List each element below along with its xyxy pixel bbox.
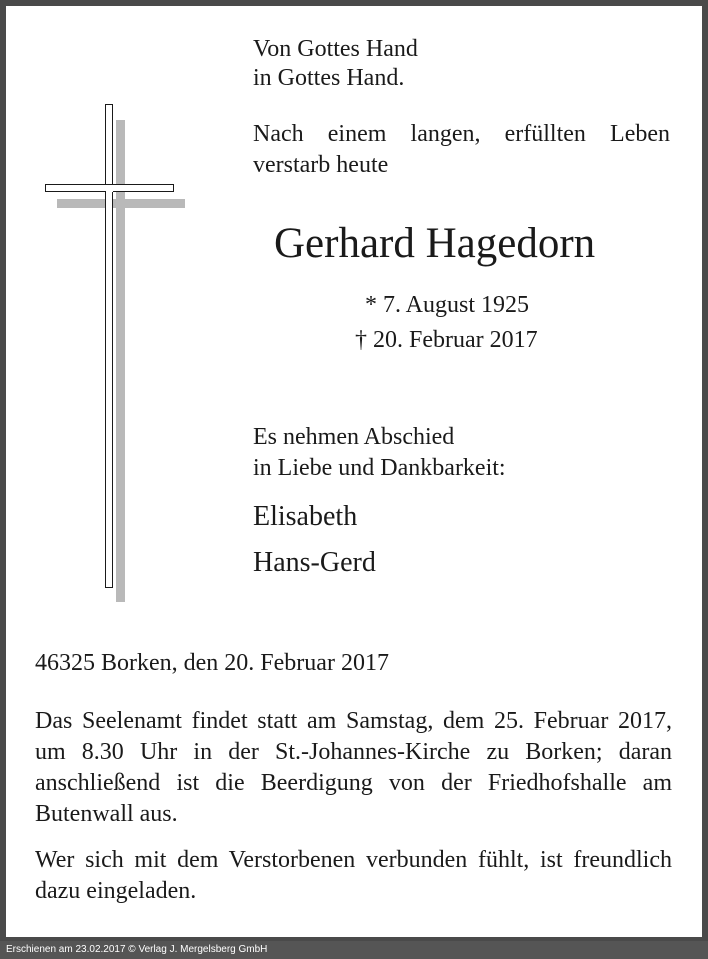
motto-line-2: in Gottes Hand. [253,65,405,91]
cross-shadow-vertical [116,120,125,602]
mourner-1: Elisabeth [253,501,358,532]
mourner-2: Hans-Gerd [253,547,376,578]
cross-center [106,185,113,192]
cross-shadow-horizontal [57,199,185,208]
intro-line-2: verstarb heute [253,152,389,178]
cross-vertical-beam [105,104,113,588]
publication-footer: Erschienen am 23.02.2017 © Verlag J. Mergelsberg GmbH [0,941,708,959]
motto-line-1: Von Gottes Hand [253,36,418,62]
farewell-line-1: Es nehmen Abschied [253,424,455,450]
birth-date: * 7. August 1925 [365,292,530,318]
death-date: † 20. Februar 2017 [355,327,538,353]
invitation-text: Wer sich mit dem Verstorbenen verbunden fühlt, ist freundlich dazu eingeladen. [35,847,672,904]
funeral-info: Das Seelenamt findet statt am Samstag, dem 25. Februar 2017, um 8.30 Uhr in der St.-Johannes-Kirche zu Borken; daran anschließend ist die Beerdigung von der Friedhofshalle am Butenwall aus. [35,708,672,827]
intro-line-1: Nach einem langen, erfüllten Leben [253,121,670,147]
place-date: 46325 Borken, den 20. Februar 2017 [35,650,389,676]
farewell-line-2: in Liebe und Dankbarkeit: [253,455,506,481]
deceased-name: Gerhard Hagedorn [274,220,596,267]
cross-icon [0,0,200,620]
